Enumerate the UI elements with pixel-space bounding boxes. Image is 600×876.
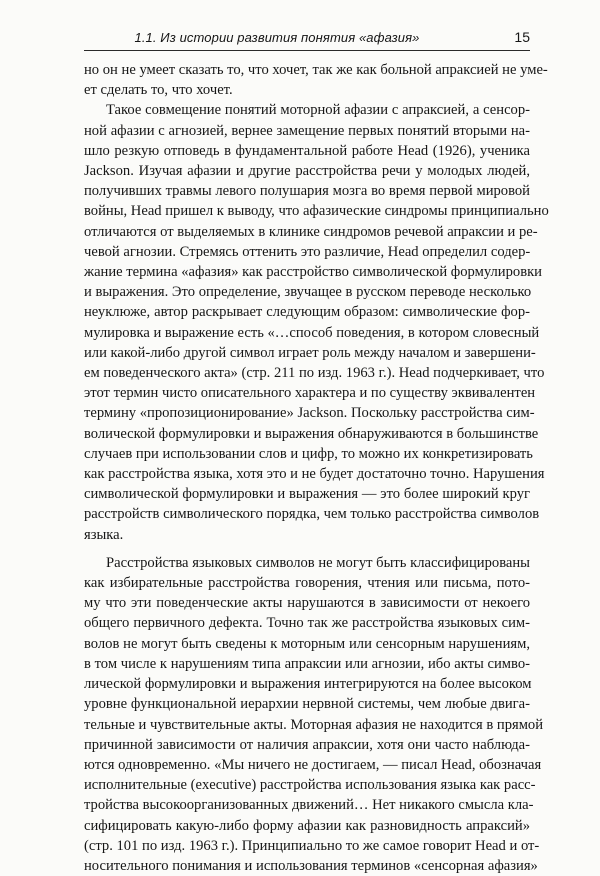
text-line: уровне функциональной иерархии нервной системы, чем любые двига- <box>84 696 530 713</box>
text-line: мулировка и выражение есть «…способ поведения, в котором словесный <box>84 324 540 341</box>
text-line: лической формулировки и выражения интегрируются на более высоком <box>84 676 532 693</box>
text-line: войны, Head пришел к выводу, что афазические синдромы принципиально <box>84 203 549 220</box>
running-head: 1.1. Из истории развития понятия «афазия» <box>134 30 420 45</box>
page-header <box>84 26 530 51</box>
text-line: языка. <box>84 526 124 543</box>
text-line: исполнительные (executive) расстройства использования языка как расс- <box>84 777 536 794</box>
text-line: случаев при использовании слов и цифр, то можно их конкретизировать <box>84 445 533 462</box>
text-line: носительного понимания и использования терминов «сенсорная афазия» <box>84 857 538 874</box>
text-line: Jackson. Изучая афазии и другие расстройства речи у молодых людей, <box>84 163 530 180</box>
text-line: ет сделать то, что хочет. <box>84 82 233 99</box>
text-line: Такое совмещение понятий моторной афазии с апраксией, а сенсор- <box>106 102 530 119</box>
text-line: му что эти поведенческие акты нарушаются в зависимости от некоего <box>84 595 530 612</box>
text-line: этот термин чисто описательного характера и по существу эквивалентен <box>84 385 536 402</box>
text-line: как расстройства языка, хотя это и не будет достаточно точно. Нарушения <box>84 466 545 483</box>
text-line: в том числе к нарушениям типа апраксии или агнозии, ибо акты симво- <box>84 655 530 672</box>
paragraph <box>84 100 549 544</box>
text-line: и выражения. Это определение, звучащее в русском переводе несколько <box>84 284 532 301</box>
text-line: ются одновременно. «Мы ничего не достигаем, — писал Head, обозначая <box>84 756 542 773</box>
text-line: отличаются от выделяемых в клинике синдромов речевой апраксии и ре- <box>84 223 538 240</box>
paragraph <box>84 553 544 876</box>
text-line: или какой-либо другой символ играет роль между началом и завершени- <box>84 344 536 361</box>
text-line: Расстройства языковых символов не могут быть классифицированы <box>106 554 530 571</box>
text-line: общего первичного дефекта. Точно так же расстройства языковых сим- <box>84 615 530 632</box>
text-line: волов не могут быть сведены к моторным или сенсорным нарушениям, <box>84 635 530 652</box>
text-line: как избирательные расстройства говорения, чтения или письма, пото- <box>84 575 530 592</box>
text-line: волической формулировки и выражения обнаруживаются в большинстве <box>84 425 539 442</box>
page-number: 15 <box>514 29 530 45</box>
text-line: получивших травмы левого полушария мозга во время первой мировой <box>84 183 530 200</box>
text-line: расстройств символического порядка, чем только расстройства символов <box>84 506 540 523</box>
text-line: неуклюже, автор раскрывает следующим образом: символические фор- <box>84 304 530 321</box>
text-line: жание термина «афазия» как расстройство символической формулировки <box>84 264 542 281</box>
text-line: тельные и чувствительные акты. Моторная афазия не находится в прямой <box>84 716 544 733</box>
text-line: термину «пропозиционирование» Jackson. Поскольку расстройства сим- <box>84 405 535 422</box>
text-line: сифицировать какую-либо форму афазии как разновидность апраксий» <box>84 817 530 834</box>
text-line: причинной зависимости от наличия апраксии, хотя они часто наблюда- <box>84 736 530 753</box>
text-line: ной афазии с агнозией, вернее замещение первых понятий вторыми на- <box>84 122 530 139</box>
text-line: (стр. 101 по изд. 1963 г.). Принципиально то же самое говорит Head и от- <box>84 837 540 854</box>
text-line: символической формулировки и выражения — это более широкий круг <box>84 486 530 503</box>
text-line: тройства высокоорганизованных движений… Нет никакого смысла кла- <box>84 797 534 814</box>
body-text <box>84 60 549 876</box>
text-line: но он не умеет сказать то, что хочет, так же как больной апраксией не уме- <box>84 62 548 78</box>
text-line: чевой агнозии. Стремясь оттенить это различие, Head определил содер- <box>84 243 531 260</box>
text-line: ем поведенческого акта» (стр. 211 по изд. 1963 г.). Head подчеркивает, что <box>84 365 545 382</box>
paragraph <box>84 60 548 100</box>
text-line: шло резкую отповедь в фундаментальной работе Head (1926), ученика <box>84 142 530 159</box>
